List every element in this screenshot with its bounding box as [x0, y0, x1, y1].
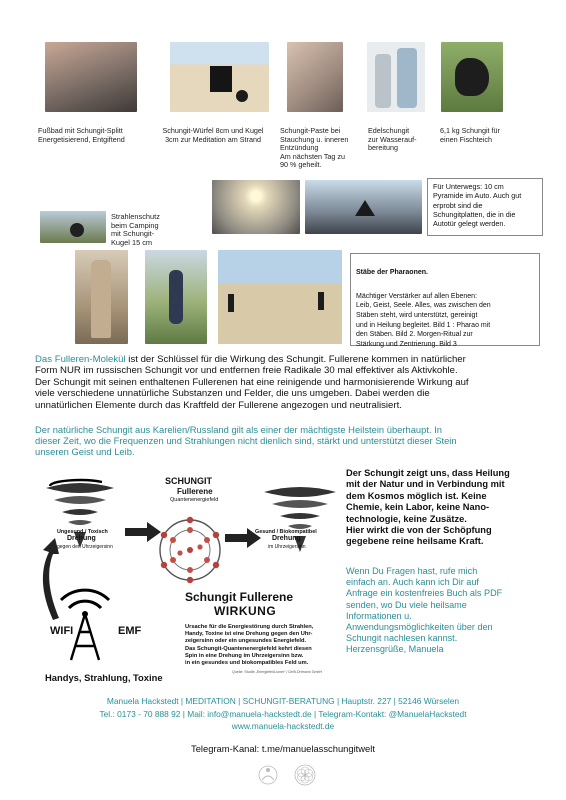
infographic-explanation: Ursache für die Energiestörung durch Strahlen, Handy, Toxine ist eine Drehung gegen den Uhr- zeigersinn oder ein ungesundes Energiefeld. Das Schungit-Quantenenergiefeld kehrt diesen Spin in eine Drehung im Uhrzeigersinn bzw. in ein gesundes und biokompatibles Feld um.: [185, 624, 314, 667]
photo-wasser: [367, 42, 425, 112]
intro-line: unnatürlichen Elemente durch das Kraftfeld der Fullerene angezogen und neutralisiert.: [35, 399, 402, 411]
infographic-brand: SCHUNGIT: [165, 476, 212, 486]
photo-ritual: [145, 250, 207, 344]
left-rotation: Drehung: [67, 535, 96, 542]
photo-fussbad: [45, 42, 137, 112]
infographic-title: Schungit Fullerene: [185, 590, 294, 604]
bottle-shape: [375, 54, 391, 108]
right-direction: im Uhrzeigersinn: [268, 544, 306, 550]
ball-shape: [236, 90, 248, 102]
ball-shape-camping: [70, 223, 84, 237]
caption-wuerfel: Schungit-Würfel 8cm und Kugel 3cm zur Meditation am Strand: [162, 126, 264, 144]
intro-line: viele verschiedene unnatürliche Substanzen und Felder, die uns umgeben. Dabei werden die: [35, 388, 430, 400]
photo-camping: [40, 211, 106, 243]
statue-shape: [91, 260, 111, 338]
label-emf: EMF: [118, 625, 142, 637]
karelien-paragraph: [35, 424, 555, 458]
right-bold-line: Chemie, kein Labor, keine Nano-: [346, 502, 490, 513]
photo-pyramide-auto: [305, 180, 422, 234]
right-bold-line: gegebene reine heilsame Kraft.: [346, 536, 484, 547]
cube-shape: [210, 66, 232, 92]
caption-wasser: Edelschungit zur Wasserauf- bereitung: [368, 126, 417, 153]
right-bold-line: dem Kosmos möglich ist. Keine: [346, 490, 487, 501]
right-bold-line: Hier wirkt die von der Schöpfung: [346, 525, 492, 536]
label-wifi: WIFI: [50, 625, 74, 637]
right-teal-line: Herzensgrüße, Manuela: [346, 644, 444, 655]
pyramid-shape: [355, 200, 375, 216]
infographic-source: Quelle: Studie „Energiefeld-ioner“ / Delfi-Ortmann GmbH: [232, 670, 323, 674]
telegram-channel[interactable]: Telegram-Kanal: t.me/manuelasschungitwelt: [191, 743, 375, 754]
footer-website[interactable]: www.manuela-hackstedt.de: [231, 721, 335, 731]
right-teal-line: Informationen u.: [346, 610, 412, 621]
intro-highlight: Das Fulleren-Molekül: [35, 354, 126, 365]
footer-contact: Tel.: 0173 - 70 888 92 | Mail: info@manuela-hackstedt.de | Telegram-Kontakt: @ManuelaHackstedt: [99, 709, 467, 719]
intro-line: ist der Schlüssel für die Wirkung des Schungit. Fullerene kommen in natürlicher: [125, 354, 466, 365]
photo-staebe-strand: [218, 250, 342, 344]
right-rotation: Drehung: [272, 535, 301, 542]
pharaonen-text: Mächtiger Verstärker auf allen Ebenen: Leib, Geist, Seele. Alles, was zwischen den Stäben steht, wird unterstützt, gereinigt und in Heilung begleitet. Bild 1 : Pharao mit den Stäben. Bild 2. Morgen-Ritual zur Stärkung und Zentrierung. Bild 3: [356, 292, 491, 348]
intro-line: Form NUR im russischen Schungit vor und entfernen freie Radikale 30 mal effektiver als Aktivkohle.: [35, 365, 458, 377]
caption-fischteich: 6,1 kg Schungit für einen Fischteich: [440, 126, 500, 144]
tornado-right-icon: [264, 487, 336, 552]
right-teal-line: Wenn Du Fragen hast, rufe mich: [346, 566, 478, 576]
arrow-up-left: [43, 538, 59, 620]
caption-fussbad: Fußbad mit Schungit-Splitt Energetisierend, Entgiftend: [38, 126, 125, 144]
right-bold-line: technologie, keine Zusätze.: [346, 513, 467, 524]
staff-shape-1: [228, 294, 234, 312]
caption-strahlenschutz: Strahlenschutz beim Camping mit Schungit- Kugel 15 cm: [111, 212, 160, 247]
right-teal-line: Anwendungsmöglichkeiten über den: [346, 622, 493, 633]
box-pharaonen: [350, 253, 540, 346]
meditation-logo-icon: [258, 764, 278, 786]
caption-paste: Schungit-Paste bei Stauchung u. inneren Entzündung Am nächsten Tag zu 90 % geheilt.: [280, 126, 349, 170]
bottle-shape-2: [397, 48, 417, 108]
right-teal-line: einfach an. Auch kann ich Dir auf: [346, 577, 479, 588]
arrow-right-1: [125, 522, 161, 542]
staff-shape-2: [318, 292, 324, 310]
right-statement: [346, 468, 556, 548]
left-tag: Ungesund / Toxisch: [57, 529, 108, 535]
photo-fischteich: [441, 42, 503, 112]
right-bold-line: Der Schungit zeigt uns, dass Heilung: [346, 468, 510, 478]
right-contact-text: [346, 566, 556, 656]
photo-pharao: [75, 250, 128, 344]
photo-wuerfel-strand: [170, 42, 269, 112]
karelien-line: unseren Geist und Leib.: [35, 446, 135, 458]
right-tag: Gesund / Biokompatibel: [255, 529, 317, 535]
fullerene-molecule-icon: [160, 517, 220, 583]
intro-line: Der Schungit mit seinen enthaltenen Fullerenen hat eine reinigende und harmonisierende Wirkung auf: [35, 376, 469, 388]
infographic-quantum: Quantenenergiefeld: [170, 497, 219, 503]
infographic-subtitle: WIRKUNG: [214, 604, 277, 618]
person-shape: [169, 270, 183, 324]
pharaonen-title: Stäbe der Pharaonen.: [356, 268, 428, 276]
right-teal-line: Schungit nachlesen kannst.: [346, 633, 458, 644]
right-teal-line: senden, wo Du viele heilsame: [346, 599, 467, 610]
box-unterwegs: Für Unterwegs: 10 cm Pyramide im Auto. Auch gut erprobt sind die Schungitplatten, die in die Autotür gelegt werden.: [427, 178, 543, 236]
karelien-line: dieser Zeit, wo die Frequenzen und Strahlungen nicht dienlich sind, stärkt und unterstützt dieser Stein: [35, 435, 457, 447]
footer-address: Manuela Hackstedt | MEDITATION | SCHUNGIT-BERATUNG | Hauptstr. 227 | 52146 Würselen: [106, 696, 460, 706]
right-teal-line: Anfrage ein kostenfreies Buch als PDF: [346, 588, 503, 599]
left-direction: gegen den Uhrzeigersinn: [57, 544, 113, 550]
photo-paste: [287, 42, 343, 112]
intro-paragraph: [35, 354, 555, 411]
flower-of-life-icon: [294, 764, 316, 786]
label-handys: Handys, Strahlung, Toxine: [45, 672, 163, 683]
infographic-fullerene: Fullerene: [177, 487, 213, 496]
right-bold-line: mit der Natur und in Verbindung mit: [346, 479, 505, 490]
karelien-line: Der natürliche Schungit aus Karelien/Russland gilt als einer der mächtigste Heilstein überhaupt. In: [35, 424, 442, 435]
rock-shape: [455, 58, 489, 96]
photo-auto-sonne: [212, 180, 300, 234]
